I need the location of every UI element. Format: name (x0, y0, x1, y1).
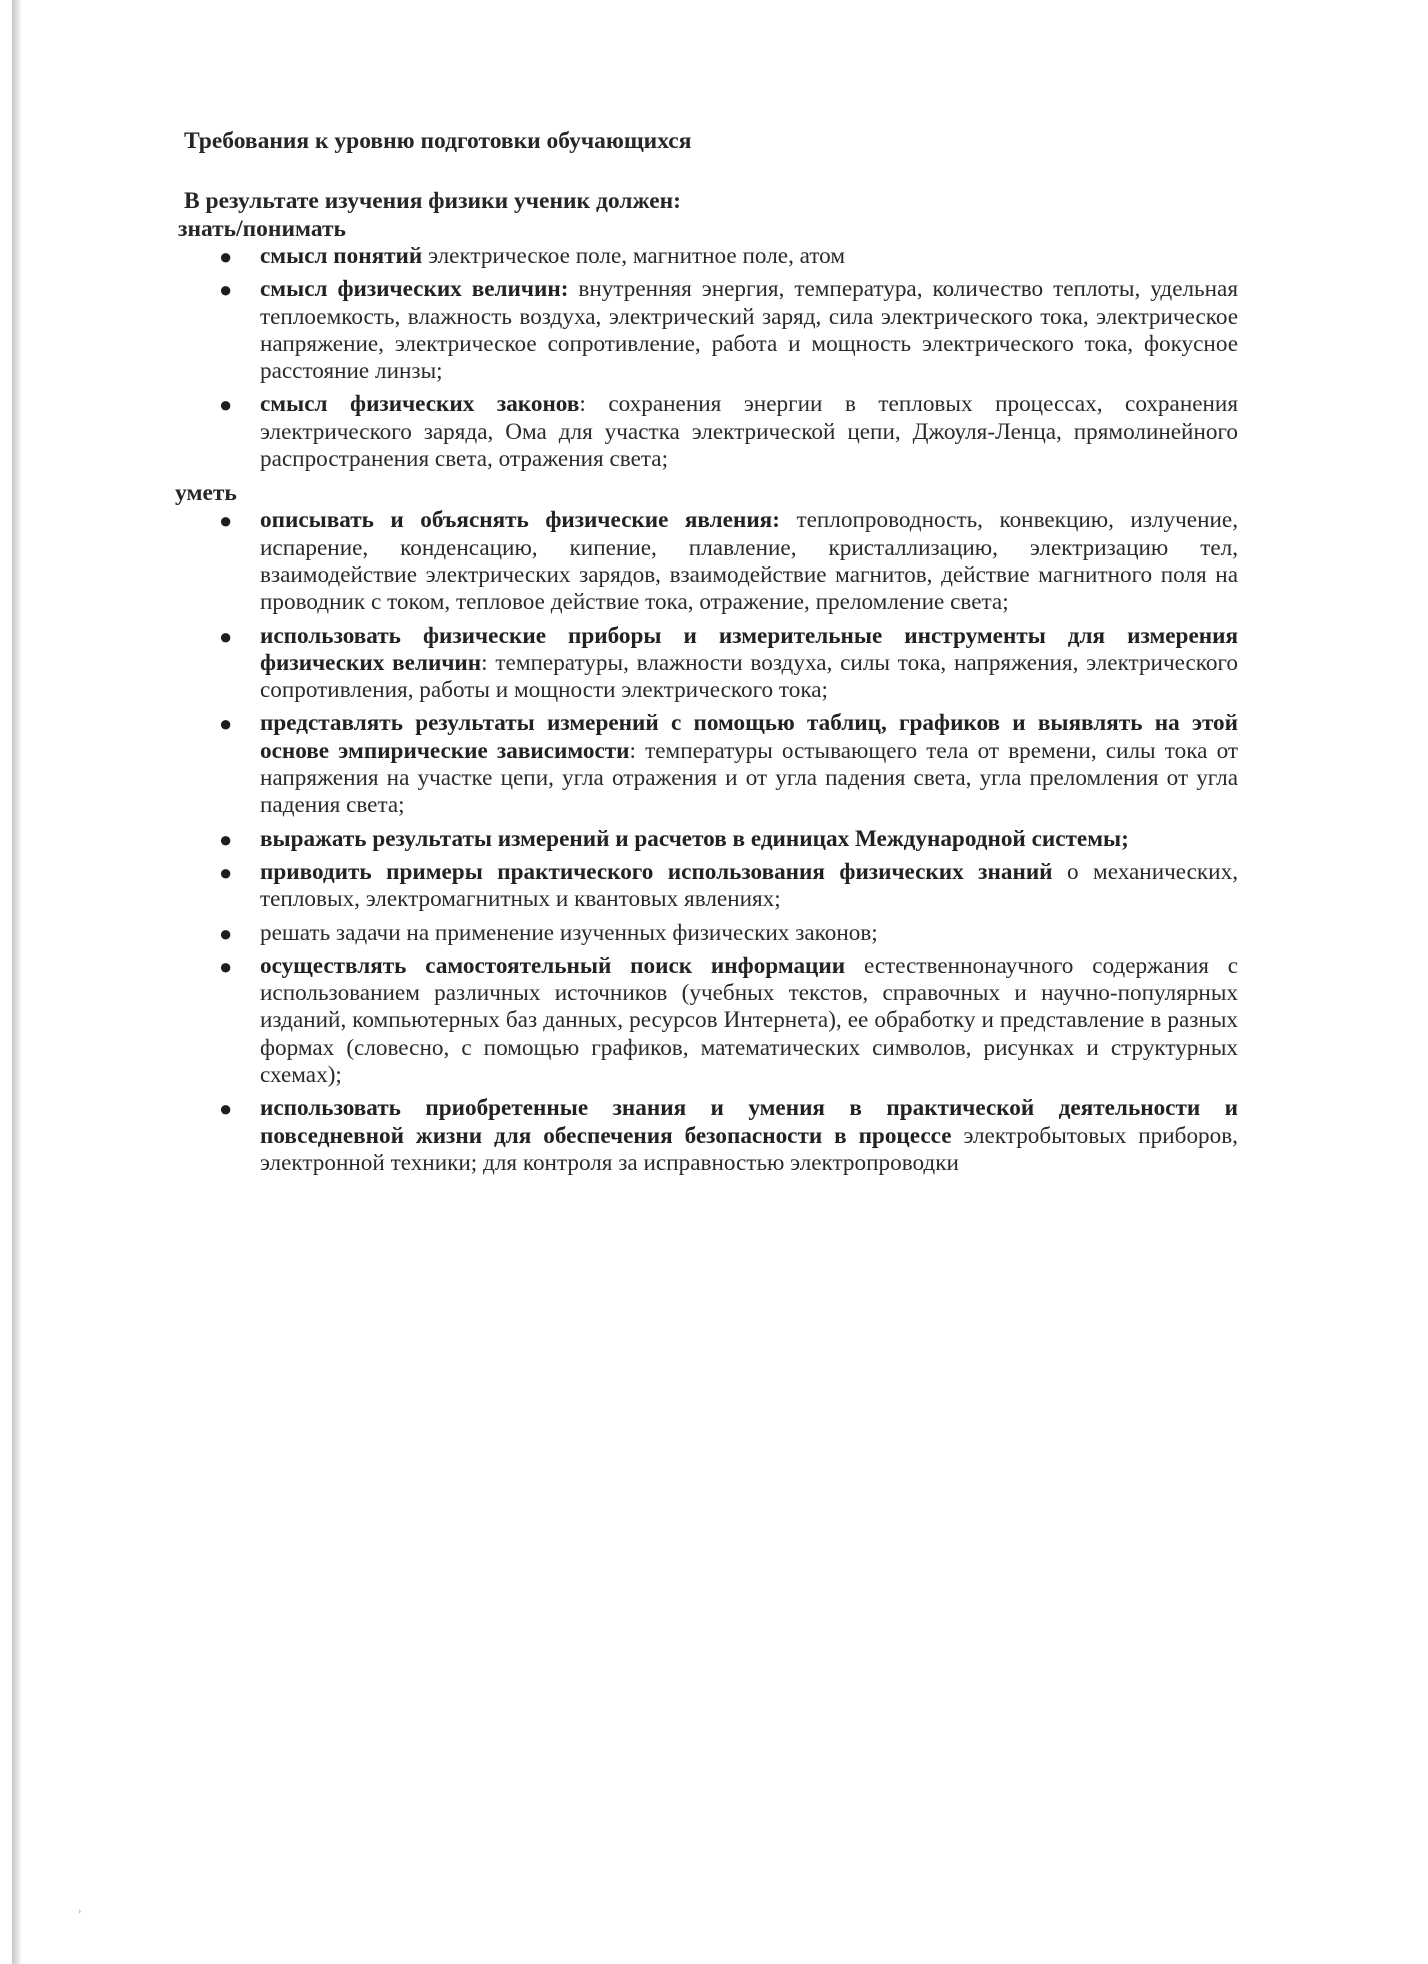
item-text: теплопроводность, конвекцию, излучение, испарение, конденсацию, кипение, плавление, кристаллизацию, электризацию тел, взаимодействие электрических зарядов, взаимодействие магнитов, действие магнитного поля на проводник с током, тепловое действие тока, отражение, преломление света; (260, 507, 1239, 616)
list-item (178, 276, 1238, 385)
item-term: использовать приобретенные знания и умения в практической деятельности и повседневной жизни для обеспечения безопасности в процессе (260, 1095, 1238, 1149)
item-term: смысл физических законов (260, 391, 580, 418)
list-item (178, 391, 1238, 473)
bullet-icon: ● (219, 953, 233, 979)
item-term: представлять результаты измерений с помощью таблиц, графиков и выявлять на этой основе эмпирические зависимости (260, 710, 1238, 764)
document-title: Требования к уровню подготовки обучающихся (184, 128, 692, 154)
bullet-icon: ● (219, 859, 233, 885)
list-item (178, 920, 1238, 947)
list-item (178, 507, 1238, 616)
list-item (178, 623, 1238, 705)
item-text: внутренняя энергия, температура, количество теплоты, удельная теплоемкость, влажность воздуха, электрический заряд, сила электрического тока, электрическое напряжение, электрическое сопротивление, работа и мощность электрического тока, фокусное расстояние линзы; (260, 276, 1238, 385)
scan-edge (12, 0, 22, 1964)
item-term: осуществлять самостоятельный поиск информации (260, 952, 846, 979)
item-term: выражать результаты измерений и расчетов в единицах Международной системы; (260, 825, 1129, 852)
item-text: о механических, тепловых, электромагнитных и квантовых явлениях; (260, 858, 1238, 913)
bullet-icon: ● (219, 623, 233, 649)
item-text: решать задачи на применение изученных физических законов; (260, 919, 878, 946)
item-text: электробытовых приборов, электронной техники; для контроля за исправностью электропроводки (260, 1122, 1238, 1176)
document-page (175, 126, 1239, 1183)
bullet-icon: ● (219, 920, 233, 946)
bullet-icon: ● (219, 826, 233, 852)
bullet-icon: ● (219, 392, 233, 418)
bullet-icon: ● (219, 508, 233, 534)
list-item (178, 243, 1238, 270)
list-item (178, 1095, 1238, 1177)
list-item (178, 953, 1238, 1089)
item-text: : сохранения энергии в тепловых процессах, сохранения электрического заряда, Ома для участка электрической цепи, Джоуля-Ленца, прямолинейного распространения света, отражения света; (260, 391, 1238, 473)
bullet-icon: ● (219, 711, 233, 737)
intro-heading: В результате изучения физики ученик должен: (184, 188, 681, 214)
scan-mark: › (78, 1906, 82, 1917)
item-text: : температуры, влажности воздуха, силы тока, напряжения, электрического сопротивления, работы и мощности электрического тока; (260, 649, 1238, 704)
bullet-icon: ● (219, 1096, 233, 1122)
item-term: смысл физических величин: (260, 276, 569, 303)
item-text: естественнонаучного содержания с использованием различных источников (учебных текстов, справочных и научно-популярных изданий, компьютерных баз данных, ресурсов Интернета), ее обработку и представление в разных формах (словесно, с помощью графиков, математических символов, рисунках и структурных схемах); (260, 952, 1238, 1089)
item-text: электрическое поле, магнитное поле, атом (422, 243, 846, 269)
list-item (178, 710, 1238, 819)
item-term: использовать физические приборы и измерительные инструменты для измерения физических величин (260, 622, 1238, 676)
item-term: описывать и объяснять физические явления: (260, 507, 780, 534)
item-term: смысл понятий (260, 243, 423, 269)
bullet-icon: ● (219, 277, 233, 303)
section-label-know: знать/понимать (178, 216, 346, 242)
item-term: приводить примеры практического использования физических знаний (260, 858, 1053, 885)
can-list (178, 507, 1238, 1177)
item-text: : температуры остывающего тела от времени, силы тока от напряжения на участке цепи, угла отражения и от угла падения света, угла преломления от угла падения света; (260, 737, 1238, 819)
list-item (178, 826, 1238, 853)
know-list (178, 243, 1238, 473)
bullet-icon: ● (219, 244, 233, 269)
list-item (178, 859, 1238, 914)
section-label-can: уметь (175, 480, 237, 507)
